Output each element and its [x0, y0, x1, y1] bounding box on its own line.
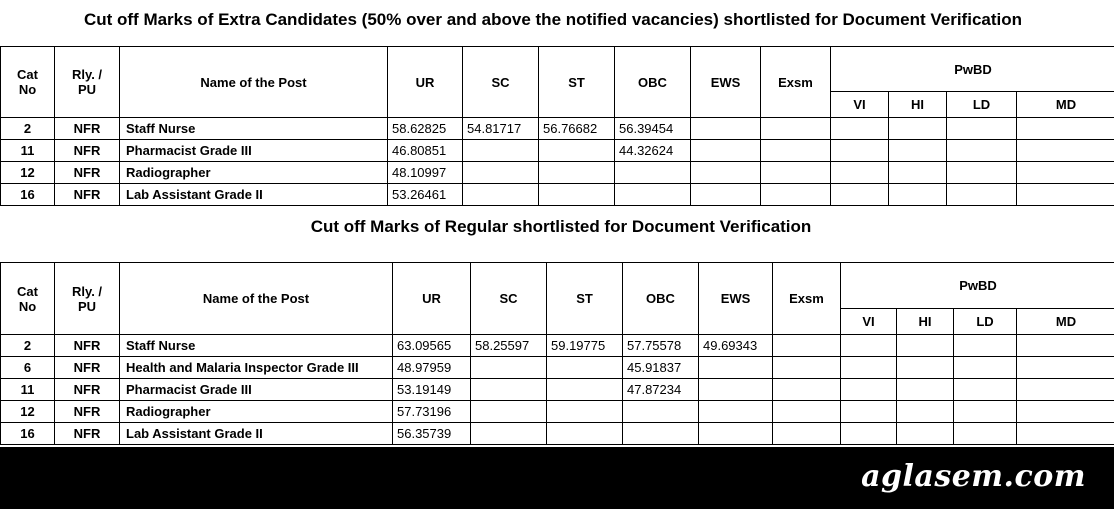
sc-cell: 54.81717	[463, 118, 539, 140]
sc-cell: 58.25597	[471, 335, 547, 357]
ews-cell	[691, 140, 761, 162]
header-st: ST	[547, 263, 623, 335]
watermark-logo: aglasem.com	[861, 459, 1086, 494]
ld-cell	[954, 401, 1017, 423]
ur-cell: 48.10997	[388, 162, 463, 184]
header-exsm: Exsm	[761, 47, 831, 118]
post-name-cell: Staff Nurse	[120, 335, 393, 357]
vi-cell	[841, 423, 897, 445]
header-obc: OBC	[623, 263, 699, 335]
cat-no-cell: 16	[1, 184, 55, 206]
st-cell	[547, 401, 623, 423]
cat-no-cell: 12	[1, 162, 55, 184]
vi-cell	[831, 118, 889, 140]
md-cell	[1017, 162, 1114, 184]
sc-cell	[471, 379, 547, 401]
ur-cell: 46.80851	[388, 140, 463, 162]
ur-cell: 53.26461	[388, 184, 463, 206]
vi-cell	[831, 184, 889, 206]
header-cat-no: Cat No	[1, 263, 55, 335]
ews-cell	[691, 118, 761, 140]
header-row	[1, 47, 1114, 92]
ur-cell: 57.73196	[393, 401, 471, 423]
ews-cell	[699, 357, 773, 379]
sc-cell	[463, 162, 539, 184]
vi-cell	[841, 401, 897, 423]
header-sc: SC	[471, 263, 547, 335]
cat-no-cell: 16	[1, 423, 55, 445]
table-row	[1, 162, 1114, 184]
st-cell	[547, 423, 623, 445]
exsm-cell	[773, 423, 841, 445]
header-post: Name of the Post	[120, 47, 388, 118]
ews-cell: 49.69343	[699, 335, 773, 357]
header-ur: UR	[388, 47, 463, 118]
post-name-cell: Lab Assistant Grade II	[120, 184, 388, 206]
hi-cell	[897, 423, 954, 445]
cat-no-cell: 2	[1, 335, 55, 357]
vi-cell	[831, 162, 889, 184]
cat-no-cell: 6	[1, 357, 55, 379]
header-ur: UR	[393, 263, 471, 335]
ld-cell	[947, 184, 1017, 206]
header-ld: LD	[947, 92, 1017, 118]
table1-title: Cut off Marks of Extra Candidates (50% over and above the notified vacancies) shortlisted for Document Verification	[83, 10, 1023, 29]
extra-candidates-table	[0, 46, 1114, 206]
footer-bar	[0, 447, 1114, 509]
ur-cell: 53.19149	[393, 379, 471, 401]
table-row	[1, 140, 1114, 162]
ews-cell	[691, 162, 761, 184]
obc-cell	[623, 401, 699, 423]
table-row	[1, 401, 1114, 423]
rly-pu-cell: NFR	[55, 335, 120, 357]
header-ews: EWS	[691, 47, 761, 118]
hi-cell	[897, 401, 954, 423]
hi-cell	[897, 357, 954, 379]
regular-candidates-table	[0, 262, 1114, 445]
st-cell	[547, 357, 623, 379]
cat-no-cell: 11	[1, 379, 55, 401]
st-cell	[539, 140, 615, 162]
hi-cell	[889, 162, 947, 184]
header-ews: EWS	[699, 263, 773, 335]
st-cell	[539, 162, 615, 184]
ld-cell	[954, 335, 1017, 357]
sc-cell	[463, 140, 539, 162]
hi-cell	[889, 184, 947, 206]
ur-cell: 48.97959	[393, 357, 471, 379]
rly-pu-cell: NFR	[55, 140, 120, 162]
header-md: MD	[1017, 309, 1114, 335]
st-cell	[547, 379, 623, 401]
vi-cell	[841, 335, 897, 357]
cat-no-cell: 2	[1, 118, 55, 140]
table-row	[1, 423, 1114, 445]
header-vi: VI	[831, 92, 889, 118]
hi-cell	[897, 335, 954, 357]
post-name-cell: Staff Nurse	[120, 118, 388, 140]
vi-cell	[831, 140, 889, 162]
md-cell	[1017, 379, 1114, 401]
ld-cell	[947, 140, 1017, 162]
cat-no-cell: 11	[1, 140, 55, 162]
header-st: ST	[539, 47, 615, 118]
post-name-cell: Health and Malaria Inspector Grade III	[120, 357, 393, 379]
st-cell: 56.76682	[539, 118, 615, 140]
md-cell	[1017, 118, 1114, 140]
vi-cell	[841, 357, 897, 379]
header-md: MD	[1017, 92, 1114, 118]
st-cell: 59.19775	[547, 335, 623, 357]
rly-pu-cell: NFR	[55, 357, 120, 379]
ews-cell	[699, 379, 773, 401]
obc-cell	[615, 162, 691, 184]
obc-cell: 45.91837	[623, 357, 699, 379]
exsm-cell	[761, 162, 831, 184]
obc-cell: 44.32624	[615, 140, 691, 162]
post-name-cell: Lab Assistant Grade II	[120, 423, 393, 445]
md-cell	[1017, 423, 1114, 445]
table-row	[1, 357, 1114, 379]
post-name-cell: Pharmacist Grade III	[120, 379, 393, 401]
obc-cell	[615, 184, 691, 206]
ews-cell	[699, 401, 773, 423]
md-cell	[1017, 401, 1114, 423]
ur-cell: 58.62825	[388, 118, 463, 140]
rly-pu-cell: NFR	[55, 401, 120, 423]
ld-cell	[954, 379, 1017, 401]
post-name-cell: Pharmacist Grade III	[120, 140, 388, 162]
ld-cell	[947, 118, 1017, 140]
ld-cell	[947, 162, 1017, 184]
header-vi: VI	[841, 309, 897, 335]
ur-cell: 56.35739	[393, 423, 471, 445]
rly-pu-cell: NFR	[55, 423, 120, 445]
header-pwbd: PwBD	[841, 263, 1114, 309]
header-cat-no: Cat No	[1, 47, 55, 118]
sc-cell	[471, 401, 547, 423]
st-cell	[539, 184, 615, 206]
header-pwbd: PwBD	[831, 47, 1114, 92]
hi-cell	[889, 140, 947, 162]
md-cell	[1017, 335, 1114, 357]
md-cell	[1017, 184, 1114, 206]
post-name-cell: Radiographer	[120, 162, 388, 184]
rly-pu-cell: NFR	[55, 184, 120, 206]
header-rly-pu: Rly. / PU	[55, 263, 120, 335]
table-row	[1, 379, 1114, 401]
table-row	[1, 335, 1114, 357]
header-post: Name of the Post	[120, 263, 393, 335]
ur-cell: 63.09565	[393, 335, 471, 357]
header-rly-pu: Rly. / PU	[55, 47, 120, 118]
ews-cell	[691, 184, 761, 206]
exsm-cell	[761, 118, 831, 140]
ld-cell	[954, 357, 1017, 379]
header-sc: SC	[463, 47, 539, 118]
ld-cell	[954, 423, 1017, 445]
post-name-cell: Radiographer	[120, 401, 393, 423]
exsm-cell	[761, 140, 831, 162]
obc-cell: 57.75578	[623, 335, 699, 357]
header-ld: LD	[954, 309, 1017, 335]
sc-cell	[463, 184, 539, 206]
rly-pu-cell: NFR	[55, 118, 120, 140]
vi-cell	[841, 379, 897, 401]
rly-pu-cell: NFR	[55, 379, 120, 401]
table-row	[1, 118, 1114, 140]
exsm-cell	[773, 335, 841, 357]
obc-cell	[623, 423, 699, 445]
obc-cell: 56.39454	[615, 118, 691, 140]
hi-cell	[897, 379, 954, 401]
header-hi: HI	[889, 92, 947, 118]
table-row	[1, 184, 1114, 206]
md-cell	[1017, 140, 1114, 162]
header-hi: HI	[897, 309, 954, 335]
header-exsm: Exsm	[773, 263, 841, 335]
table2-title: Cut off Marks of Regular shortlisted for Document Verification	[310, 217, 812, 236]
exsm-cell	[773, 357, 841, 379]
obc-cell: 47.87234	[623, 379, 699, 401]
exsm-cell	[773, 401, 841, 423]
hi-cell	[889, 118, 947, 140]
sc-cell	[471, 423, 547, 445]
sc-cell	[471, 357, 547, 379]
exsm-cell	[761, 184, 831, 206]
exsm-cell	[773, 379, 841, 401]
header-row	[1, 263, 1114, 309]
header-obc: OBC	[615, 47, 691, 118]
cat-no-cell: 12	[1, 401, 55, 423]
rly-pu-cell: NFR	[55, 162, 120, 184]
ews-cell	[699, 423, 773, 445]
md-cell	[1017, 357, 1114, 379]
